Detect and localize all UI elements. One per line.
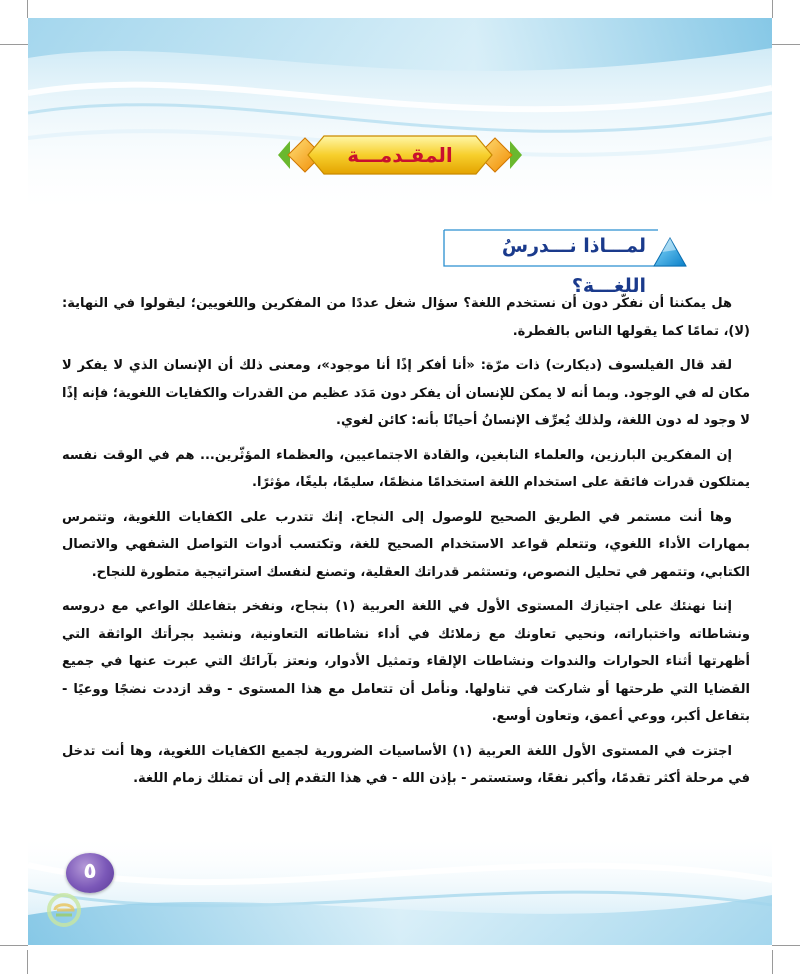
paragraph-6: اجتزت في المستوى الأول اللغة العربية (١) الأساسيات الضرورية لجميع الكفايات اللغوية، وها أنت تدخل في مرحلة أكثر تقدمًا، وأكبر نفعًا، وستستمر - بإذن الله - في هذا التقدم إلى أن تمتلك زمام اللغة. bbox=[62, 743, 750, 786]
paragraph-2: لقد قال الفيلسوف (ديكارت) ذات مرّة: «أنا أفكر إذًا أنا موجود»، ومعنى ذلك أن الإنسان الذي لا يفكر لا مكان له في الوجود. وبما أنه لا يمكن للإنسان أن يفكر دون مَدَد عظيم من القدرات والكفايات اللغوية؛ فإنه إذًا لا وجود له دون اللغة، ولذلك يُعرِّف الإنسانُ أحيانًا بأنه: كائن لغوي. bbox=[62, 358, 750, 428]
publisher-logo-icon bbox=[44, 890, 84, 930]
paragraph-3: إن المفكرين البارزين، والعلماء النابغين، والقادة الاجتماعيين، والعظماء المؤثّرين... هم في الوقت نفسه يمتلكون قدرات فائقة على استخدام اللغة استخدامًا منظمًا، سليمًا، بليغًا، مؤثرًا. bbox=[62, 447, 750, 490]
paragraph-1: هل يمكننا أن نفكّر دون أن نستخدم اللغة؟ سؤال شغل عددًا من المفكرين واللغويين؛ ليقولوا في النهاية: (لا)، تمامًا كما يقولها الناس بالفطرة. bbox=[62, 296, 750, 339]
crop-mark-top-right-v bbox=[772, 0, 773, 18]
bottom-wave-decoration bbox=[28, 835, 772, 945]
section-heading: لمـــاذا نـــدرسُ اللغـــة؟ bbox=[501, 235, 646, 297]
paragraph-4: وها أنت مستمر في الطريق الصحيح للوصول إلى النجاح. إنك تتدرب على الكفايات اللغوية، وتتمرس بمهارات الأداء اللغوي، وتتعلم قواعد الاستخدام الصحيح للغة، وتكتسب أدوات التواصل الشفهي والاتصال الكتابي، وتتمهر في تحليل النصوص، وتستثمر قدراتك العقلية، وتصنع لنفسك استراتيجية متطورة للنجاح. bbox=[62, 509, 750, 580]
body-text bbox=[62, 290, 750, 800]
crop-mark-bottom-left-v bbox=[27, 950, 28, 974]
paragraph-5: إننا نهنئك على اجتيازك المستوى الأول في اللغة العربية (١) بنجاح، ونفخر بتفاعلك الواعي مع دروسه ونشاطاته واختباراته، ونحيي تعاونك مع زملائك في أداء نشاطاته التعاونية، ونشيد بجرأتك الواثقة التي أظهرتها أثناء الحوارات والندوات ونشاطات الإلقاء وتمثيل الأدوار، ونعتز بآرائك التي عبرت عنها في جميع القضايا التي طرحتها أو شاركت في تناولها. ونأمل أن تتعامل مع هذا المستوى - وقد ازددت نضجًا ووعيًا - بتفاعل أكبر، ووعي أعمق، وتعاون أوسع. bbox=[62, 599, 750, 724]
crop-mark-top-left-h bbox=[0, 44, 28, 45]
crop-mark-bottom-left-h bbox=[0, 945, 28, 946]
top-wave-decoration bbox=[28, 18, 772, 218]
page-number: ٥ bbox=[66, 853, 114, 893]
crop-mark-bottom-right-h bbox=[772, 945, 800, 946]
crop-mark-top-right-h bbox=[772, 44, 800, 45]
crop-mark-top-left-v bbox=[27, 0, 28, 18]
banner-title: المقـدمـــة bbox=[347, 143, 453, 167]
crop-mark-bottom-right-v bbox=[772, 950, 773, 974]
